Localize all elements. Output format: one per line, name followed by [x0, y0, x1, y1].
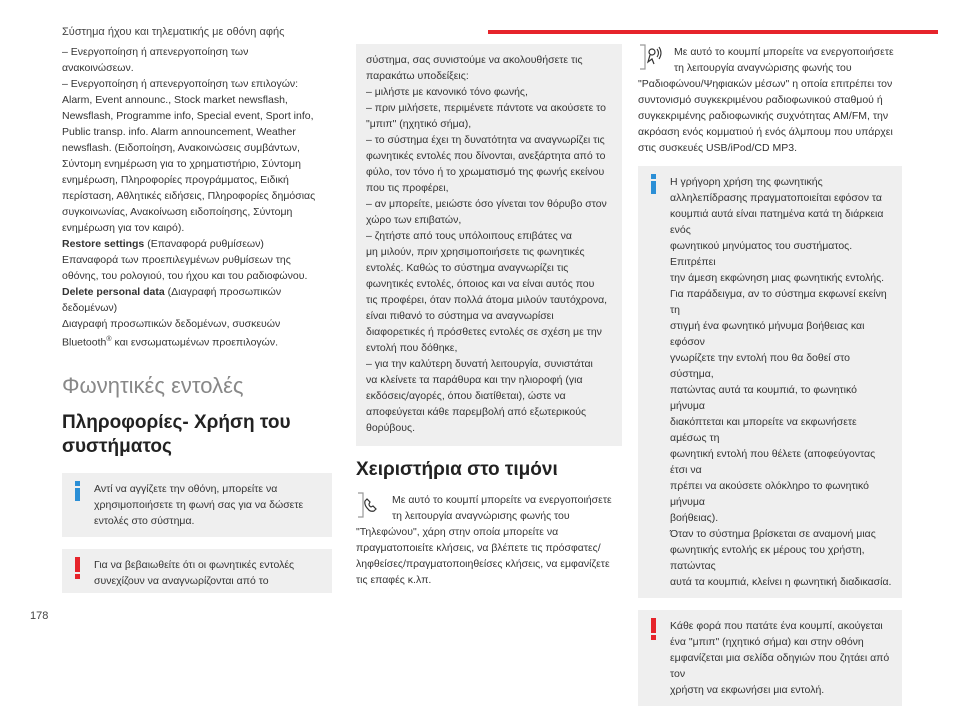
text-line: εντολές. Καθώς το σύστημα αναγνωρίζει τις: [366, 262, 569, 274]
text-line: μη μιλούν, πριν χρησιμοποιήσετε τις φωνητικές: [366, 246, 585, 258]
section-title: Φωνητικές εντολές: [62, 372, 244, 398]
text-line: χρησιμοποιήσετε τη φωνή σας για να δώσετε: [94, 498, 304, 511]
text-line: – για την καλύτερη δυνατή λειτουργία, συνιστάται: [366, 358, 593, 370]
text-line: είναι πιθανό το σύστημα να αναγνωρίσει: [366, 310, 554, 322]
text-line: τη λειτουργία αναγνώρισης φωνής του: [674, 62, 852, 74]
header-accent-bar: [488, 30, 938, 34]
text-line: – αν μπορείτε, μειώστε όσο γίνεται τον θόρυβο στον: [366, 198, 607, 210]
column-2: [356, 44, 622, 598]
text-line: τη λειτουργία αναγνώρισης φωνής του: [392, 510, 570, 522]
text-line: συγκεκριμένης ραδιοφωνικής συχνότητας AM/FM, την: [638, 110, 889, 122]
info-note-quick-use: [638, 166, 902, 598]
info-icon: [75, 481, 80, 501]
text-line: χρήστη να εκφωνήσει μια εντολή.: [670, 684, 825, 696]
delete-data-desc: [62, 300, 332, 332]
warning-note-beep-text: [670, 618, 892, 698]
text-line: Για να βεβαιωθείτε ότι οι φωνητικές εντολές: [94, 558, 295, 571]
text-line: Alarm, Event announc., Stock market newsflash,: [62, 94, 288, 106]
text-line: ενημέρωση για τον καιρό).: [62, 222, 185, 234]
subtitle-line-1: Πληροφορίες- Χρήση του: [62, 411, 291, 433]
text-line: ένα "μπιπ" (ηχητικό σήμα) και στην οθόνη: [670, 636, 864, 648]
restore-settings-heading: [62, 236, 332, 252]
text-line: newsflash. (Ειδοποίηση, Ανακοινώσεις συμβάντων,: [62, 142, 300, 154]
voice-command-button-icon: [638, 44, 668, 72]
text-line: πρέπει να ακούσετε ολόκληρο το φωνητικό μήνυμα: [670, 480, 869, 508]
text-line: ληφθείσες/πραγματοποιηθείσες κλήσεις, να εμφανίζετε: [356, 558, 610, 570]
text-line: Κάθε φορά που πατάτε ένα κουμπί, ακούγεται: [670, 620, 883, 632]
text-line: ανακοινώσεων.: [62, 62, 134, 74]
text-line: διακόπτεται και μπορείτε να εκφωνήσετε αμέσως τη: [670, 416, 857, 444]
warning-note: [62, 549, 332, 593]
text-line: φωνητικού μηνύματος του συστήματος. Επιτρέπει: [670, 240, 853, 268]
text-line: εκδόσεις/αγορές, όπου διατίθεται), ώστε να: [366, 390, 566, 402]
text-line: την άμεση εκφώνηση μιας φωνητικής εντολής.: [670, 272, 885, 284]
text-line: συνεχίζουν να αναγνωρίζονται από το: [94, 574, 269, 587]
text-line: βοήθειας).: [670, 512, 719, 524]
text-line: εντολές στο σύστημα.: [94, 514, 195, 527]
text-line: να κλείνετε τα παράθυρα και την ηλιοροφή (για: [366, 374, 583, 386]
warning-note-continued: [356, 44, 622, 446]
text-line: πραγματοποιείτε κλήσεις, να βλέπετε τις πρόσφατες/: [356, 542, 601, 554]
text-line: χώρο των επιβατών,: [366, 214, 462, 226]
text-line: – Ενεργοποίηση ή απενεργοποίηση των: [62, 46, 249, 58]
text-line: φωνητικής εντολής εκ μέρους του χρήστη, πατώντας: [670, 544, 865, 572]
text-line: συγκοινωνίας, Ανακοίνωση ειδοποίησης, Σύντομη: [62, 206, 293, 218]
delete-data-translation: (Διαγραφή προσωπικών: [164, 286, 282, 298]
column-1: [62, 44, 332, 605]
info-note-quick-use-text: [670, 174, 892, 590]
text-line: "μπιπ" (ηχητικό σήμα),: [366, 118, 472, 130]
info-note: [62, 473, 332, 537]
text-line: φωνητικές εντολές, όποιος και να είναι αυτός που: [366, 278, 595, 290]
restore-settings-desc: [62, 252, 332, 284]
restore-settings-label: Restore settings: [62, 238, 145, 250]
text-line: εντολή που δόθηκε,: [366, 342, 458, 354]
text-line: σύστημα, σας συνιστούμε να ακολουθήσετε τις: [366, 54, 583, 66]
text-line: κουμπιά αυτά είναι πατημένα κατά τη διάρκεια ενός: [670, 208, 884, 236]
text-line: γνωρίζετε την εντολή που θα δοθεί στο σύστημα,: [670, 352, 850, 380]
text-line: συντονισμό συγκεκριμένου ραδιοφωνικού σταθμού ή: [638, 94, 883, 106]
text-line: Διαγραφή προσωπικών δεδομένων, συσκευών: [62, 318, 281, 330]
voice-button-text: [638, 44, 902, 156]
text-line: αλληλεπίδρασης πραγματοποιείται εφόσον τα: [670, 192, 882, 204]
text-line: θορύβους.: [366, 422, 415, 434]
phone-button-text: [356, 492, 622, 588]
text-line: – ζητήστε από τους υπόλοιπους επιβάτες να: [366, 230, 572, 242]
voice-button-block: [638, 44, 902, 156]
text-line: "Ραδιοφώνου/Ψηφιακών μέσων" η οποία επιτρέπει τον: [638, 78, 893, 90]
info-icon: [651, 174, 656, 194]
settings-list: [62, 44, 332, 236]
warning-note-text: [94, 557, 322, 589]
text-line: δεδομένων): [62, 302, 118, 314]
text-line: στις συσκευές USB/iPod/CD MP3.: [638, 142, 798, 154]
text-line: "Τηλεφώνου", χάρη στην οποία μπορείτε να: [356, 526, 559, 538]
text-line: Με αυτό το κουμπί μπορείτε να ενεργοποιήσετε: [674, 46, 894, 58]
text-line: Με αυτό το κουμπί μπορείτε να ενεργοποιήσετε: [392, 494, 612, 506]
text-line: περίσταση, Αθλητικές ειδήσεις, Πληροφορίες δημόσιας: [62, 190, 316, 202]
text-line: εμφανίζεται μια σελίδα οδηγιών που ζητάει από τον: [670, 652, 890, 680]
text-line: Για παράδειγμα, αν το σύστημα εκφωνεί εκείνη τη: [670, 288, 887, 316]
text-line: διαφορετικές ή πρόσθετες εντολές σε σχέση με την: [366, 326, 602, 338]
text-line: Όταν το σύστημα βρίσκεται σε αναμονή μιας: [670, 528, 876, 540]
text-line: στιγμή ένα φωνητικό μήνυμα βοήθειας και εφόσον: [670, 320, 865, 348]
text-line: – πριν μιλήσετε, περιμένετε πάντοτε να ακούσετε το: [366, 102, 607, 114]
text-line: Public transp. info. Alarm announcement, Weather: [62, 126, 296, 138]
warning-note-continued-text: [366, 52, 614, 436]
header-title: Σύστημα ήχου και τηλεματικής με οθόνη αφής: [62, 26, 285, 38]
text-line: – μιλήστε με κανονικό τόνο φωνής,: [366, 86, 528, 98]
text-line: ακρόαση ενός κομματιού ή ενός άλμπουμ που υπάρχει: [638, 126, 893, 138]
warning-note-beep: [638, 610, 902, 706]
subtitle-line-2: συστήματος: [62, 435, 172, 457]
subtitle: [62, 411, 332, 459]
text-line: που τις προφέρει,: [366, 182, 449, 194]
page-number: 178: [30, 610, 49, 622]
info-note-text: [94, 481, 322, 529]
text-line: – Ενεργοποίηση ή απενεργοποίηση των επιλογών:: [62, 78, 299, 90]
phone-button-icon: [356, 492, 386, 520]
text-line: Επαναφορά των προεπιλεγμένων ρυθμίσεων της: [62, 254, 291, 266]
phone-button-block: [356, 492, 622, 588]
text-line: τις προφέρει, όταν πολλά άτομα μιλούν ταυτόχρονα,: [366, 294, 608, 306]
column-3: [638, 44, 902, 718]
text-line: φωνητικές εντολές που δίνονται, ανεξάρτητα από το: [366, 150, 606, 162]
text-line: αυτά τα κουμπιά, κλείνει η φωνητική διαδικασία.: [670, 576, 892, 588]
registered-mark: ®: [106, 336, 112, 343]
text-line: – το σύστημα έχει τη δυνατότητα να αναγνωρίζει τις: [366, 134, 605, 146]
bluetooth-line: [62, 332, 332, 351]
text-line: φωνητική εντολή που θέλετε (αποφεύγοντας έτσι να: [670, 448, 876, 476]
text-line: οθόνης, του ρολογιού, του ήχου και του ραδιοφώνου.: [62, 270, 308, 282]
text-line: πατώντας αυτά τα κουμπιά, το φωνητικό μήνυμα: [670, 384, 857, 412]
warning-icon: [75, 557, 80, 579]
text-line: Newsflash, Programme info, Special event, Sport info,: [62, 110, 314, 122]
text-line: Η γρήγορη χρήση της φωνητικής: [670, 176, 823, 188]
text-line: φύλο, τον τόνο ή το χρωματισμό της φωνής εκείνου: [366, 166, 605, 178]
delete-data-label: Delete personal data: [62, 286, 165, 298]
bluetooth-word: Bluetooth: [62, 336, 107, 349]
text-line: τις επαφές κ.λπ.: [356, 574, 432, 586]
text-line: ενημέρωση, Πληροφορίες προγράμματος, Ειδική: [62, 174, 289, 186]
delete-data-heading: [62, 284, 332, 300]
text-line: Σύντομη ενημέρωση για το χρηματιστήριο, Σύντομη: [62, 158, 301, 170]
bluetooth-rest: και ενσωματωμένων προεπιλογών.: [111, 336, 279, 349]
warning-icon: [651, 618, 656, 640]
text-line: αποφεύγεται κάθε παρεμβολή από εξωτερικούς: [366, 406, 587, 418]
text-line: παρακάτω υποδείξεις:: [366, 70, 469, 82]
restore-settings-translation: (Επαναφορά ρυθμίσεων): [144, 238, 264, 250]
steering-controls-title: Χειριστήρια στο τιμόνι: [356, 459, 558, 480]
text-line: Αντί να αγγίζετε την οθόνη, μπορείτε να: [94, 482, 278, 495]
